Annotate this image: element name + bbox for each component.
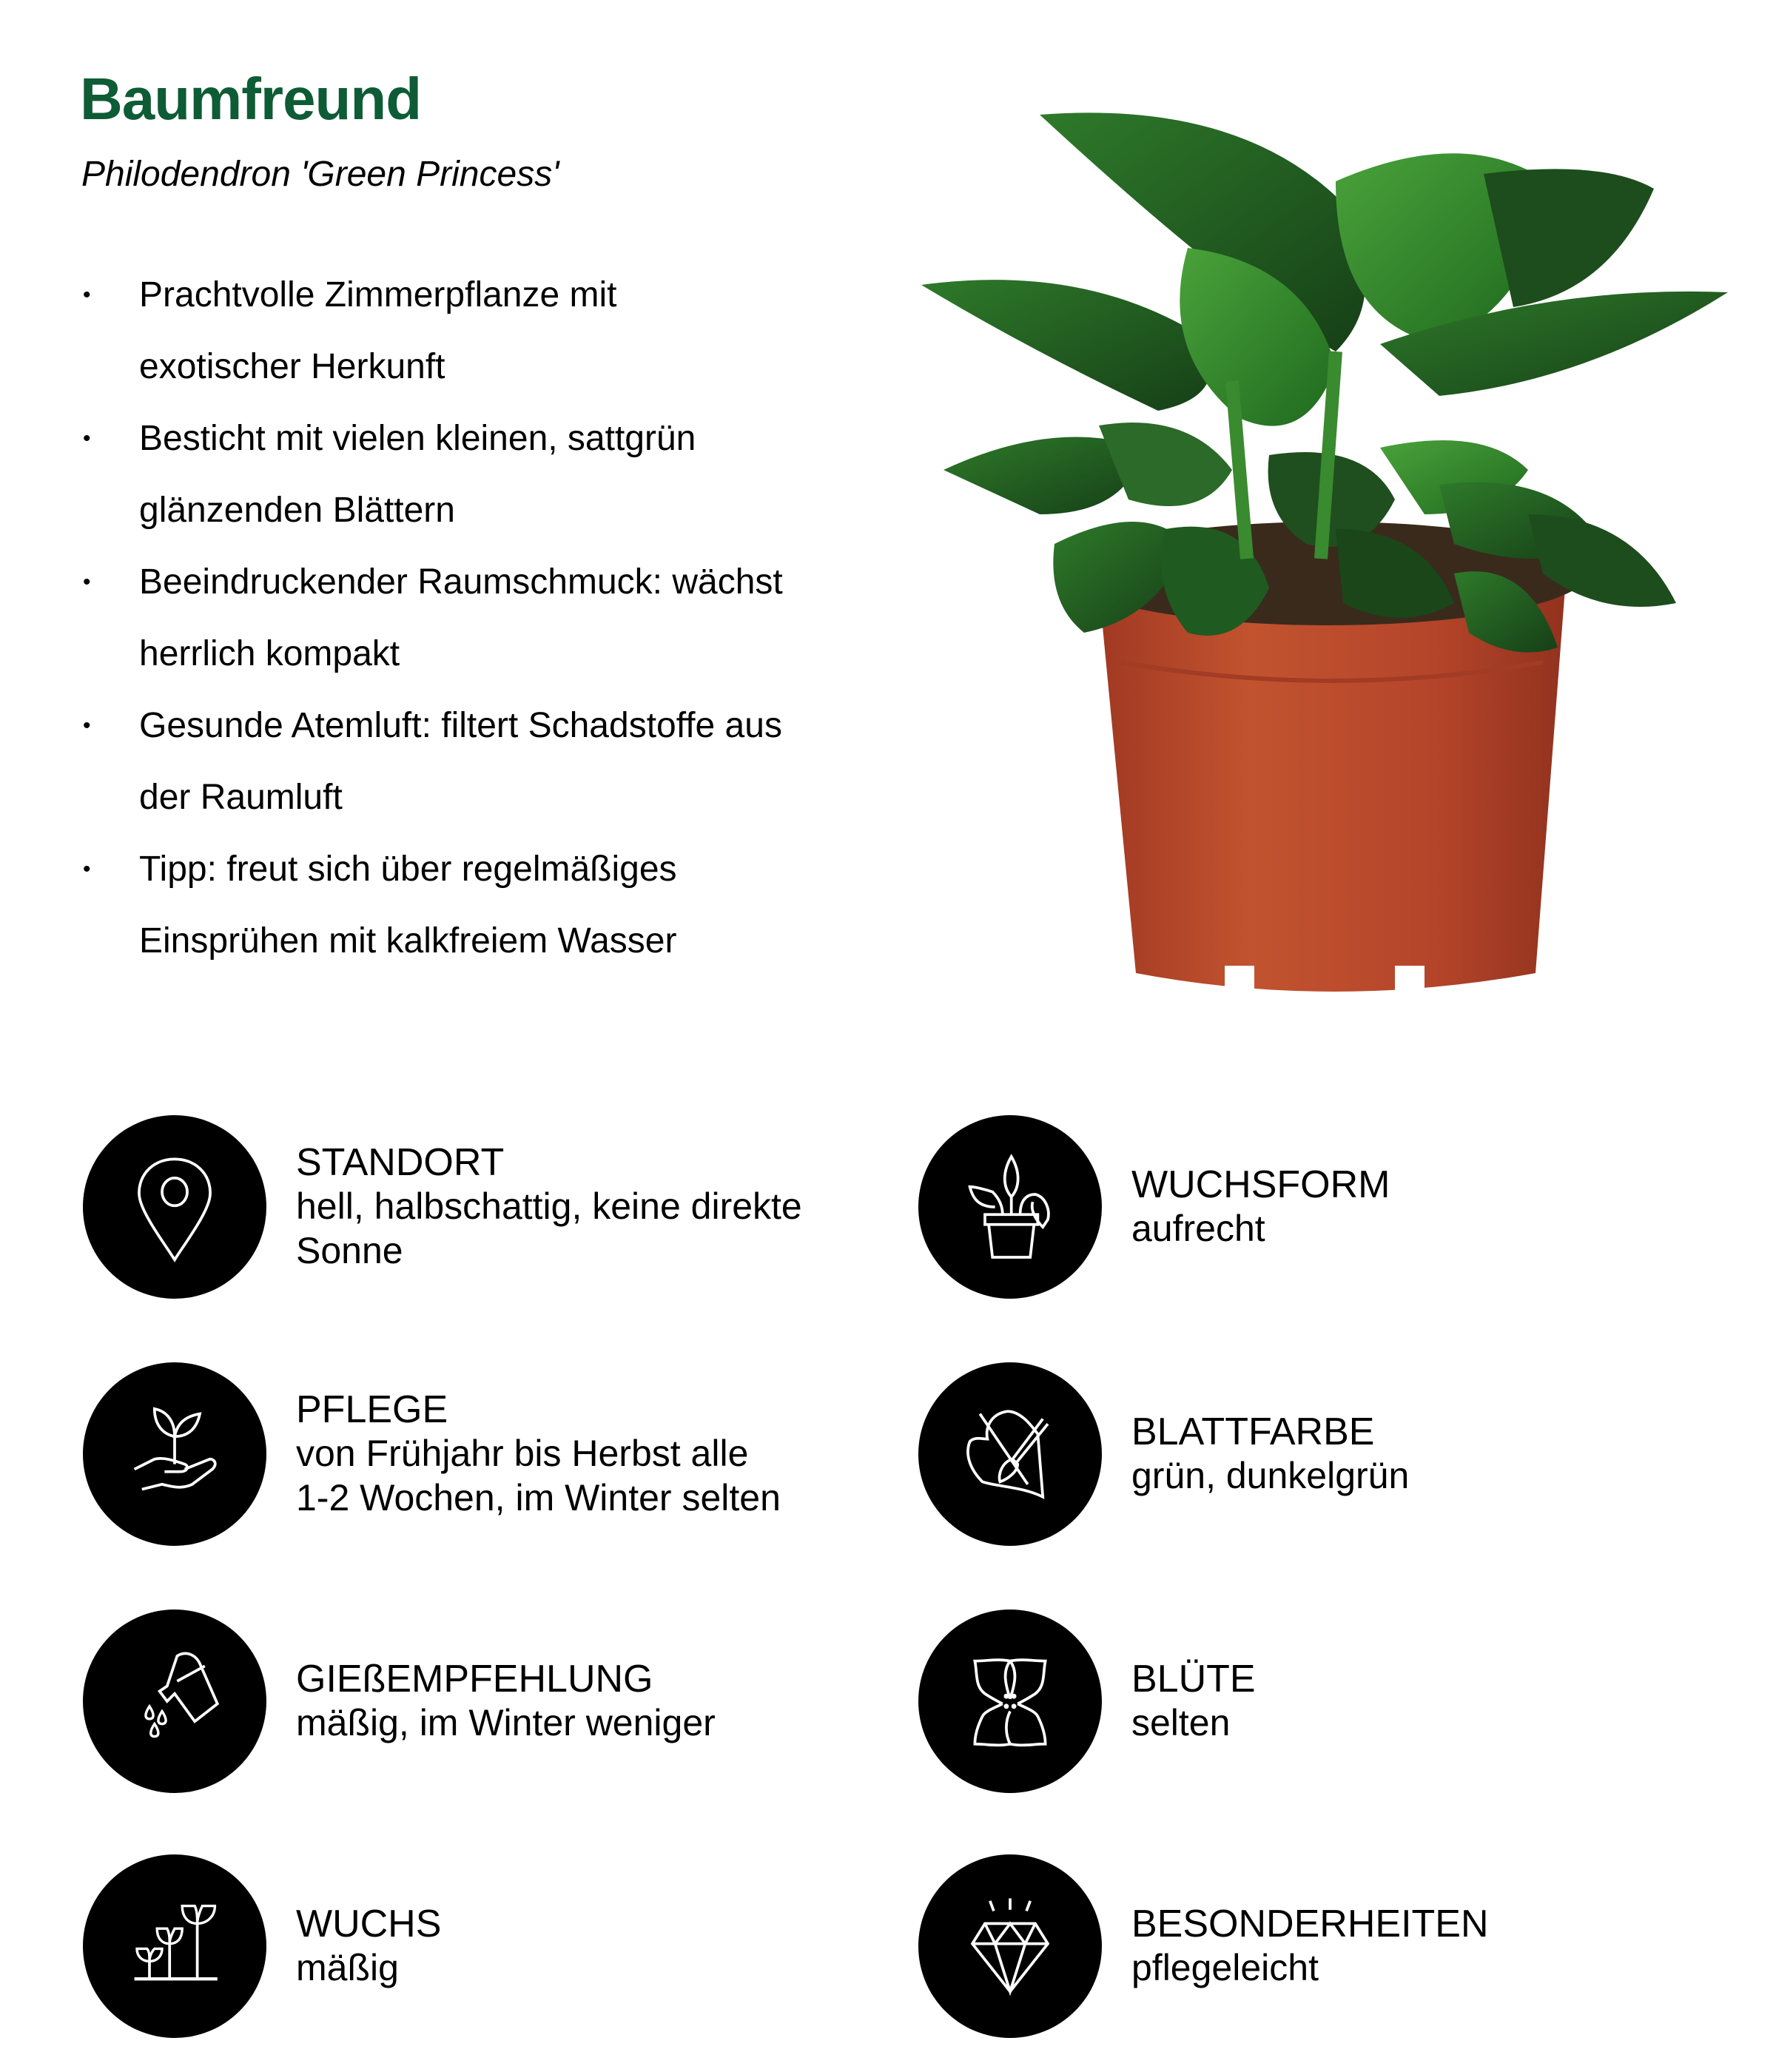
feature-value: von Frühjahr bis Herbst alle — [296, 1433, 749, 1474]
bullet-line: Tipp: freut sich über regelmäßiges — [139, 850, 677, 889]
bullet-dot-icon: • — [83, 570, 91, 594]
bullet-dot-icon: • — [83, 426, 91, 451]
bullet-item — [81, 403, 866, 546]
bullet-line: glänzenden Blättern — [139, 491, 455, 530]
feature-value: selten — [1131, 1702, 1231, 1743]
feature-standort — [83, 1115, 802, 1299]
bullet-dot-icon: • — [83, 713, 91, 738]
feature-wuchsform — [918, 1115, 1390, 1299]
bullet-item — [81, 690, 866, 833]
feature-value: 1-2 Wochen, im Winter selten — [296, 1477, 781, 1518]
feature-pflege — [83, 1362, 781, 1546]
feature-label: BLÜTE — [1131, 1658, 1256, 1701]
icon-circle — [918, 1854, 1102, 2038]
bullet-line: Gesunde Atemluft: filtert Schadstoffe aus — [139, 706, 782, 745]
product-image — [921, 100, 1743, 1010]
bullet-item — [81, 259, 866, 403]
icon-circle — [918, 1115, 1102, 1299]
product-title: Baumfreund — [80, 66, 422, 132]
feature-label: WUCHSFORM — [1131, 1163, 1390, 1206]
icon-circle — [918, 1362, 1102, 1546]
feature-value: hell, halbschattig, keine direkte — [296, 1185, 802, 1227]
bullet-line: Besticht mit vielen kleinen, sattgrün — [139, 419, 696, 458]
feature-value: pflegeleicht — [1131, 1947, 1319, 1988]
icon-circle — [83, 1854, 266, 2038]
feature-value: aufrecht — [1131, 1208, 1265, 1249]
diamond-icon — [947, 1883, 1073, 2009]
feature-giessempfehlung — [83, 1610, 716, 1793]
bullet-item — [81, 833, 866, 977]
feature-value: grün, dunkelgrün — [1131, 1455, 1410, 1496]
growing-sprouts-icon — [112, 1883, 238, 2009]
feature-wuchs — [83, 1854, 441, 2038]
bullet-line: der Raumluft — [139, 778, 343, 817]
icon-circle — [918, 1610, 1102, 1793]
feature-blattfarbe — [918, 1362, 1409, 1546]
bullet-line: Prachtvolle Zimmerpflanze mit — [139, 275, 617, 314]
botanical-name: Philodendron 'Green Princess' — [81, 155, 559, 194]
icon-circle — [83, 1115, 266, 1299]
potted-plant-icon — [947, 1144, 1073, 1270]
bullet-line: Beeindruckender Raumschmuck: wächst — [139, 562, 783, 602]
bullet-dot-icon: • — [83, 857, 91, 881]
feature-value: mäßig — [296, 1947, 399, 1988]
feature-label: WUCHS — [296, 1903, 442, 1945]
potted-philodendron-image — [921, 100, 1743, 1010]
bullet-line: Einsprühen mit kalkfreiem Wasser — [139, 921, 677, 961]
leaf-paintbrush-icon — [947, 1391, 1073, 1517]
bullet-line: exotischer Herkunft — [139, 347, 445, 386]
seedling-in-hand-icon — [112, 1391, 238, 1517]
icon-circle — [83, 1362, 266, 1546]
feature-label: BLATTFARBE — [1131, 1410, 1375, 1453]
feature-bullet-list — [81, 259, 866, 977]
bullet-dot-icon: • — [83, 283, 91, 307]
feature-value: mäßig, im Winter weniger — [296, 1702, 716, 1743]
feature-label: STANDORT — [296, 1141, 505, 1184]
icon-circle — [83, 1610, 266, 1793]
feature-label: PFLEGE — [296, 1388, 448, 1431]
bullet-line: herrlich kompakt — [139, 634, 400, 673]
feature-label: GIEßEMPFEHLUNG — [296, 1658, 653, 1701]
bullet-item — [81, 546, 866, 690]
feature-value: Sonne — [296, 1230, 403, 1271]
location-pin-icon — [112, 1144, 238, 1270]
watering-can-icon — [112, 1638, 238, 1764]
feature-label: BESONDERHEITEN — [1131, 1903, 1489, 1945]
flower-icon — [947, 1638, 1073, 1764]
feature-besonderheiten — [918, 1854, 1489, 2038]
feature-bluete — [918, 1610, 1256, 1793]
